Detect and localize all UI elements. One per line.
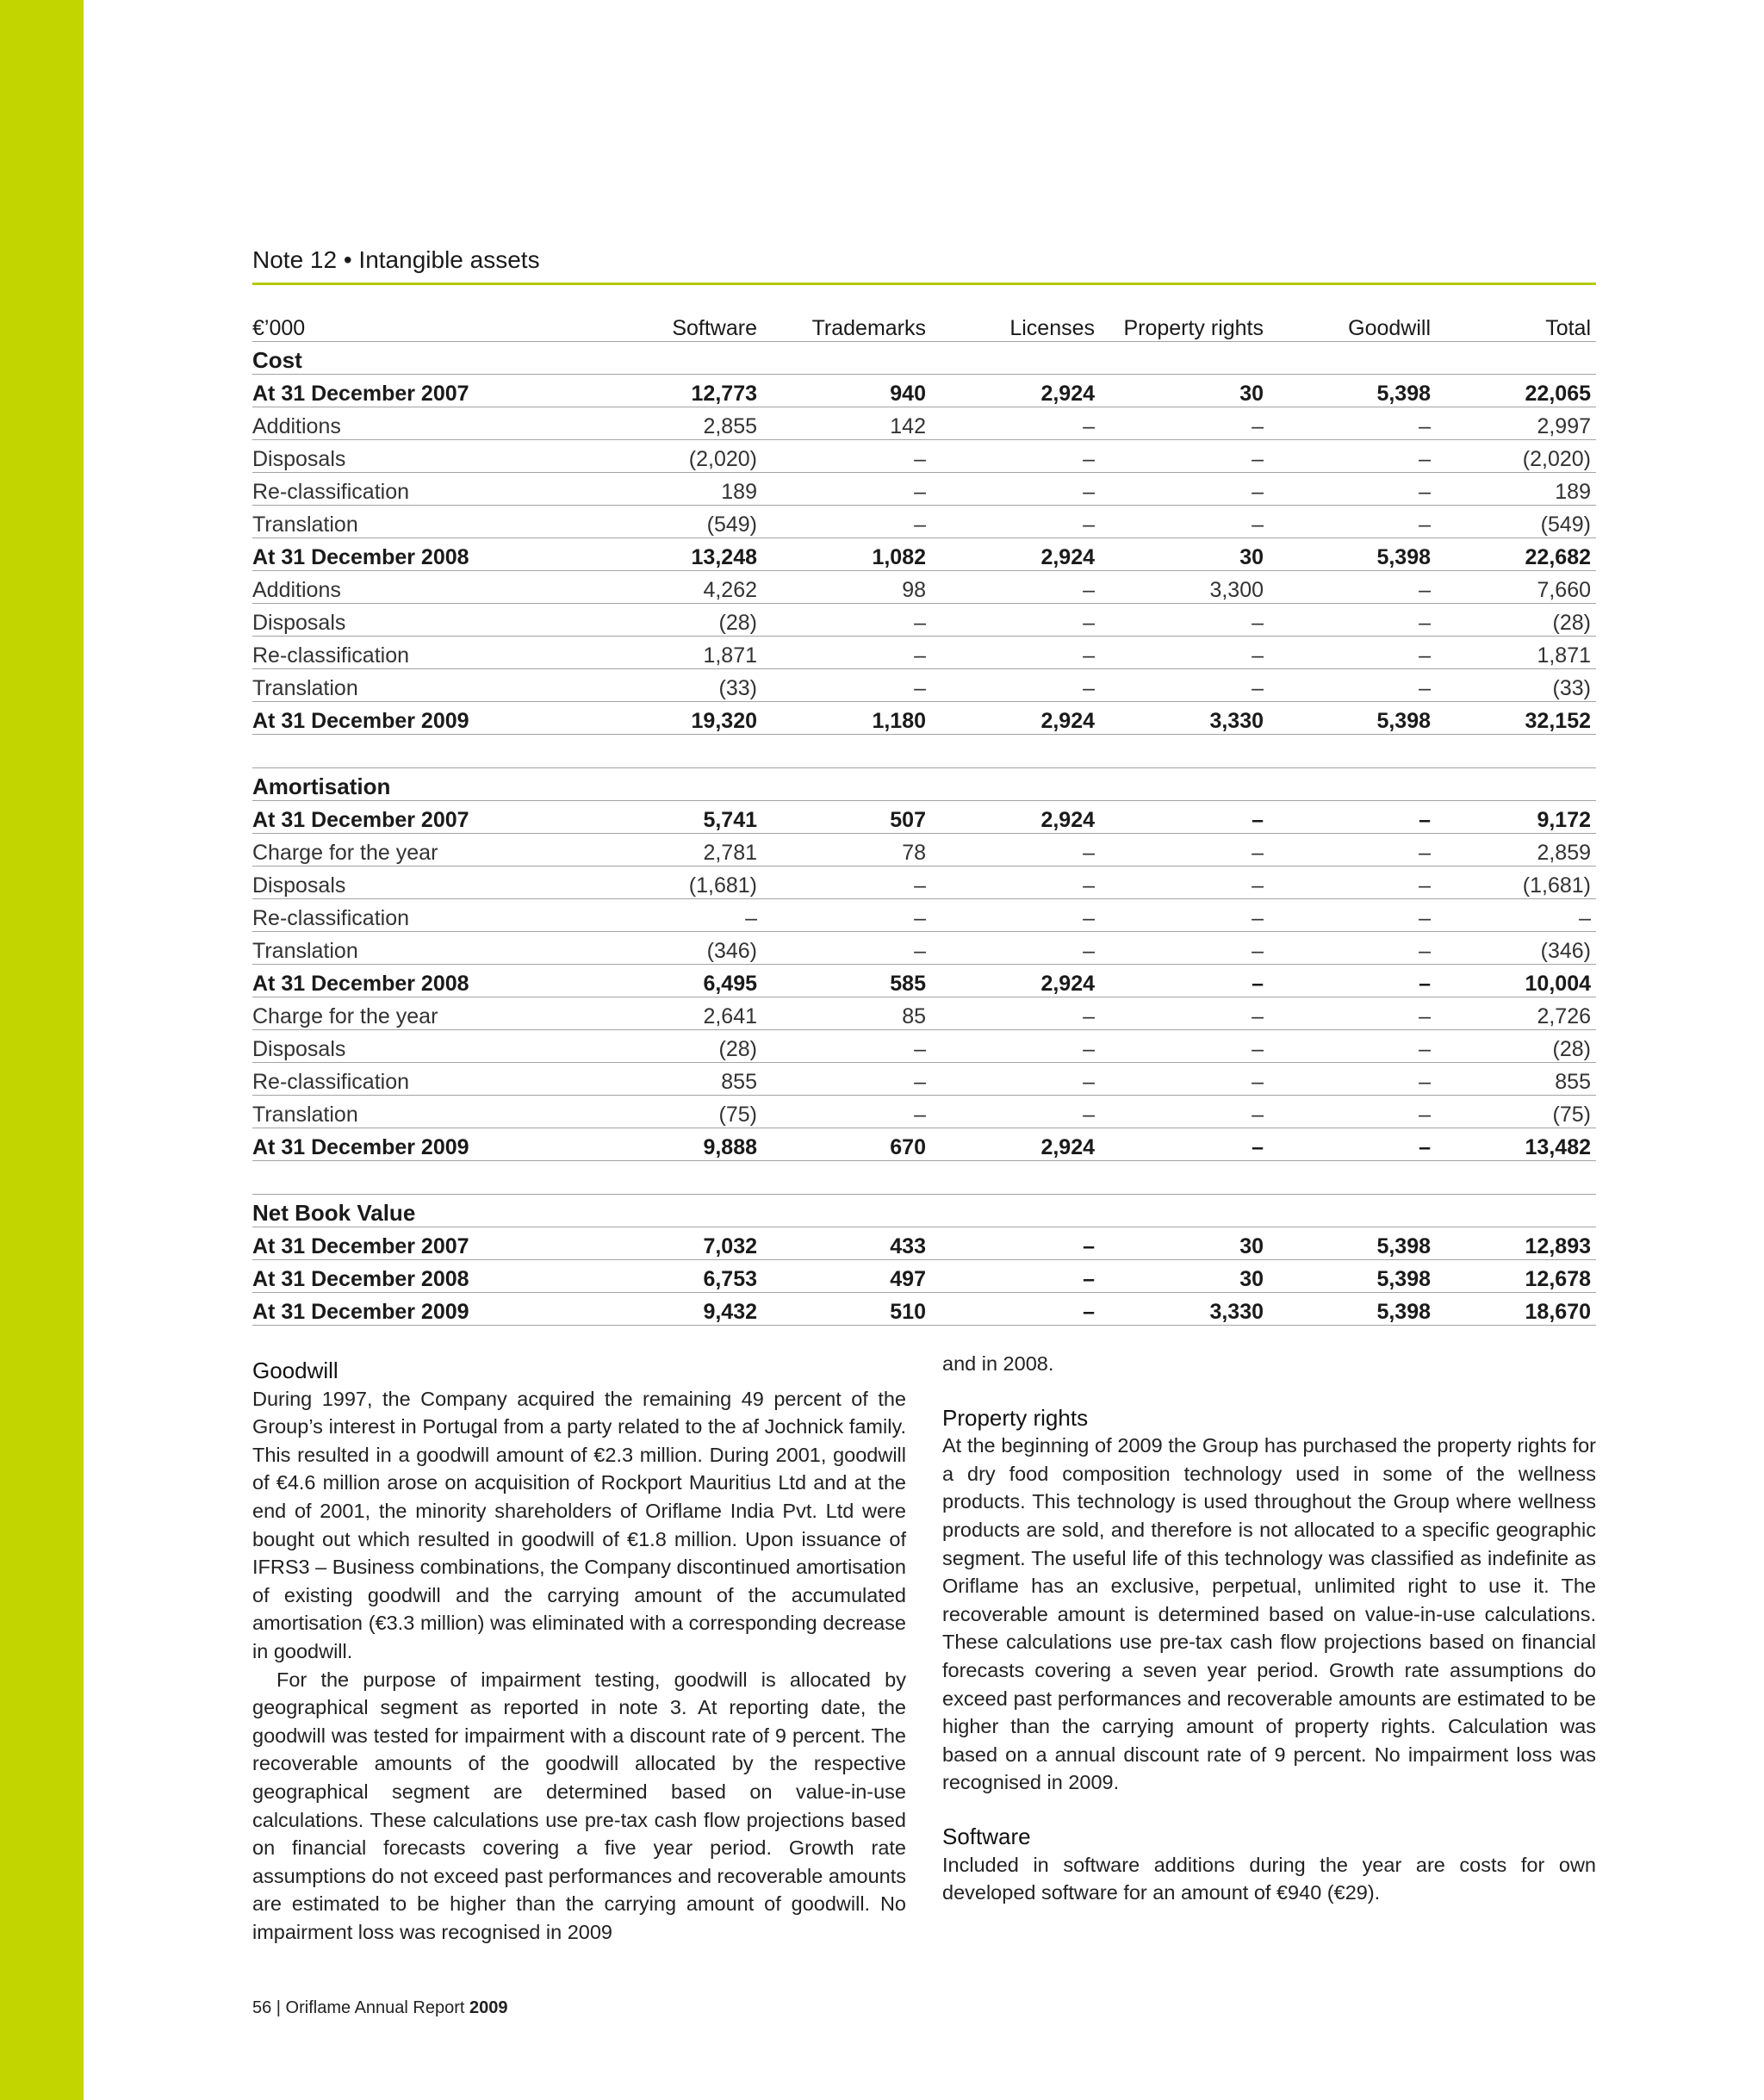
table-row	[252, 473, 1596, 506]
table-cell: 2,997	[1436, 407, 1596, 440]
table-header-cell: Software	[614, 309, 762, 342]
table-cell: –	[1100, 604, 1269, 637]
table-cell: 18,670	[1436, 1293, 1596, 1326]
table-cell: –	[1100, 407, 1269, 440]
table-cell: –	[1269, 1063, 1436, 1096]
table-cell: –	[1100, 440, 1269, 473]
table-cell: –	[1269, 473, 1436, 506]
table-cell: –	[1100, 965, 1269, 997]
table-header-cell: Licenses	[931, 309, 1100, 342]
table-cell: –	[931, 506, 1100, 538]
table-row	[252, 899, 1596, 932]
goodwill-paragraph-3: and in 2008.	[942, 1352, 1054, 1375]
table-cell: 2,855	[614, 407, 762, 440]
table-cell: (33)	[1436, 669, 1596, 702]
table-cell	[614, 342, 762, 375]
table-row-label: Amortisation	[252, 768, 614, 801]
table-cell: –	[1436, 899, 1596, 932]
table-cell: 13,482	[1436, 1128, 1596, 1161]
table-cell: 507	[762, 801, 931, 834]
table-cell: 5,398	[1269, 375, 1436, 407]
left-column	[252, 1357, 906, 1946]
table-row-label	[252, 1161, 614, 1195]
table-header-cell: Goodwill	[1269, 309, 1436, 342]
table-cell: –	[1100, 637, 1269, 669]
table-cell	[931, 342, 1100, 375]
table-cell: 7,032	[614, 1227, 762, 1260]
table-cell	[1436, 1161, 1596, 1195]
table-row	[252, 538, 1596, 571]
table-cell: –	[762, 669, 931, 702]
table-cell: 5,741	[614, 801, 762, 834]
table-cell: 3,330	[1100, 702, 1269, 735]
table-row	[252, 506, 1596, 538]
table-cell: 5,398	[1269, 1260, 1436, 1293]
table-cell: –	[1100, 932, 1269, 965]
table-cell: –	[1269, 440, 1436, 473]
table-row	[252, 997, 1596, 1030]
table-cell: 2,924	[931, 375, 1100, 407]
table-cell: 30	[1100, 375, 1269, 407]
table-cell: 5,398	[1269, 1293, 1436, 1326]
table-cell: 10,004	[1436, 965, 1596, 997]
table-row-label: At 31 December 2007	[252, 375, 614, 407]
table-cell: 510	[762, 1293, 931, 1326]
table-cell: –	[1269, 506, 1436, 538]
table-cell: –	[1100, 1128, 1269, 1161]
table-row-label: Disposals	[252, 604, 614, 637]
table-row	[252, 834, 1596, 867]
table-cell: –	[762, 867, 931, 899]
table-row-label: At 31 December 2008	[252, 1260, 614, 1293]
table-header-row	[252, 309, 1596, 342]
table-cell: 78	[762, 834, 931, 867]
table-cell: –	[931, 637, 1100, 669]
table-cell: 670	[762, 1128, 931, 1161]
table-row-label: At 31 December 2007	[252, 1227, 614, 1260]
table-cell: –	[762, 1030, 931, 1063]
table-row-label: Net Book Value	[252, 1195, 614, 1227]
table-cell: 2,726	[1436, 997, 1596, 1030]
table-cell: –	[1100, 997, 1269, 1030]
table-cell: (2,020)	[614, 440, 762, 473]
table-row	[252, 1128, 1596, 1161]
table-cell: 19,320	[614, 702, 762, 735]
table-cell: –	[1269, 997, 1436, 1030]
text-columns	[252, 1352, 1596, 1946]
table-cell: (75)	[614, 1096, 762, 1128]
table-row-label: Additions	[252, 571, 614, 604]
table-row	[252, 375, 1596, 407]
side-color-bar	[0, 0, 84, 2100]
table-cell	[1269, 735, 1436, 768]
table-cell: –	[1269, 1030, 1436, 1063]
table-cell: 2,641	[614, 997, 762, 1030]
table-cell: 9,888	[614, 1128, 762, 1161]
table-cell	[1100, 768, 1269, 801]
table-row	[252, 867, 1596, 899]
table-cell: –	[931, 407, 1100, 440]
table-cell: 98	[762, 571, 931, 604]
table-cell: –	[1269, 965, 1436, 997]
table-row	[252, 669, 1596, 702]
table-cell: –	[1269, 571, 1436, 604]
table-cell: 1,082	[762, 538, 931, 571]
table-row	[252, 1030, 1596, 1063]
table-cell: –	[1100, 801, 1269, 834]
table-cell: 1,180	[762, 702, 931, 735]
table-cell: (28)	[614, 1030, 762, 1063]
table-cell: (75)	[1436, 1096, 1596, 1128]
table-cell: –	[1100, 669, 1269, 702]
table-cell: –	[931, 571, 1100, 604]
table-row-label: At 31 December 2009	[252, 702, 614, 735]
table-cell: –	[931, 834, 1100, 867]
table-cell: –	[762, 473, 931, 506]
table-header-cell: Total	[1436, 309, 1596, 342]
table-cell: –	[762, 440, 931, 473]
table-row-label: Re-classification	[252, 899, 614, 932]
table-row-label: At 31 December 2009	[252, 1128, 614, 1161]
table-row-label: Charge for the year	[252, 834, 614, 867]
table-cell: –	[1269, 1128, 1436, 1161]
right-column	[942, 1352, 1596, 1946]
table-cell	[1100, 1161, 1269, 1195]
table-cell: –	[1269, 899, 1436, 932]
table-cell	[1436, 735, 1596, 768]
table-cell: 433	[762, 1227, 931, 1260]
table-row-label: Disposals	[252, 1030, 614, 1063]
table-row	[252, 702, 1596, 735]
table-cell: 4,262	[614, 571, 762, 604]
table-cell: –	[1269, 637, 1436, 669]
table-cell: 2,924	[931, 801, 1100, 834]
table-cell: 30	[1100, 1227, 1269, 1260]
table-cell: –	[1269, 834, 1436, 867]
table-cell	[931, 1161, 1100, 1195]
table-cell: 855	[614, 1063, 762, 1096]
table-cell: 6,495	[614, 965, 762, 997]
table-header-cell: Trademarks	[762, 309, 931, 342]
table-cell: –	[931, 932, 1100, 965]
table-cell: (33)	[614, 669, 762, 702]
table-cell: –	[762, 604, 931, 637]
table-cell	[1269, 1161, 1436, 1195]
table-row-label: Cost	[252, 342, 614, 375]
table-cell: –	[931, 1030, 1100, 1063]
table-cell: 2,924	[931, 1128, 1100, 1161]
table-cell	[931, 735, 1100, 768]
table-cell: (346)	[1436, 932, 1596, 965]
table-cell: 7,660	[1436, 571, 1596, 604]
table-cell: 5,398	[1269, 702, 1436, 735]
table-row-label: Additions	[252, 407, 614, 440]
table-cell: 497	[762, 1260, 931, 1293]
table-cell	[1436, 768, 1596, 801]
table-row	[252, 440, 1596, 473]
table-cell: (549)	[1436, 506, 1596, 538]
table-cell	[1100, 735, 1269, 768]
table-row	[252, 1260, 1596, 1293]
table-cell: –	[931, 1260, 1100, 1293]
table-row	[252, 637, 1596, 669]
property-rights-paragraph: At the beginning of 2009 the Group has purchased the property rights for a dry food composition technology used in some of the wellness products. This technology is used throughout the Group where wellness products are sold, and therefore is not allocated to a specific geographic segment. The useful life of this technology was classified as indefinite as Oriflame has an exclusive, perpetual, unlimited right to use it. The recoverable amount is determined based on value-in-use calculations. These calculations use pre-tax cash flow projections based on financial forecasts covering a seven year period. Growth rate assumptions do exceed past performances and recoverable amounts are estimated to be higher than the carrying amount of property rights. Calculation was based on a annual discount rate of 9 percent. No impairment loss was recognised in 2009.	[942, 1434, 1596, 1794]
table-cell: –	[1100, 1030, 1269, 1063]
table-cell: –	[1100, 899, 1269, 932]
table-cell: –	[931, 669, 1100, 702]
table-cell: –	[931, 473, 1100, 506]
table-row-label: At 31 December 2007	[252, 801, 614, 834]
table-cell	[1269, 1195, 1436, 1227]
table-cell	[1269, 342, 1436, 375]
table-cell: –	[931, 1063, 1100, 1096]
table-cell	[1269, 768, 1436, 801]
table-cell: 9,172	[1436, 801, 1596, 834]
table-cell: –	[762, 932, 931, 965]
table-cell: 13,248	[614, 538, 762, 571]
table-cell: –	[1100, 834, 1269, 867]
table-row	[252, 1063, 1596, 1096]
table-cell: (28)	[1436, 1030, 1596, 1063]
table-cell: 855	[1436, 1063, 1596, 1096]
software-paragraph: Included in software additions during the year are costs for own developed software for an amount of €940 (€29).	[942, 1853, 1596, 1904]
table-row-label: Charge for the year	[252, 997, 614, 1030]
footer-year: 2009	[469, 1998, 508, 2017]
table-cell: 2,924	[931, 965, 1100, 997]
table-cell: 22,682	[1436, 538, 1596, 571]
table-cell: –	[931, 1293, 1100, 1326]
table-cell	[1100, 342, 1269, 375]
table-cell	[614, 1161, 762, 1195]
table-cell: –	[1269, 407, 1436, 440]
table-spacer-row	[252, 735, 1596, 768]
table-cell: –	[931, 440, 1100, 473]
table-cell: 2,781	[614, 834, 762, 867]
table-cell: –	[1269, 867, 1436, 899]
table-cell: –	[931, 899, 1100, 932]
table-cell: –	[931, 867, 1100, 899]
table-row-label: Translation	[252, 1096, 614, 1128]
table-cell	[1100, 1195, 1269, 1227]
footer-page-text: 56 | Oriflame Annual Report	[252, 1998, 469, 2017]
table-cell: –	[762, 1096, 931, 1128]
table-cell	[762, 1161, 931, 1195]
table-row-label: At 31 December 2008	[252, 538, 614, 571]
table-section-row	[252, 768, 1596, 801]
table-cell: 3,300	[1100, 571, 1269, 604]
intangible-assets-table	[252, 309, 1596, 1326]
table-cell: 30	[1100, 1260, 1269, 1293]
table-cell: –	[931, 604, 1100, 637]
table-cell	[762, 342, 931, 375]
table-row-label: At 31 December 2008	[252, 965, 614, 997]
table-cell: 85	[762, 997, 931, 1030]
table-row	[252, 1227, 1596, 1260]
table-cell: 2,924	[931, 538, 1100, 571]
table-cell	[762, 768, 931, 801]
table-cell: 12,678	[1436, 1260, 1596, 1293]
table-cell: –	[931, 1096, 1100, 1128]
table-cell: 5,398	[1269, 538, 1436, 571]
table-cell: –	[1269, 801, 1436, 834]
table-cell	[614, 768, 762, 801]
table-cell: 189	[614, 473, 762, 506]
table-cell: (28)	[614, 604, 762, 637]
table-cell: 3,330	[1100, 1293, 1269, 1326]
table-spacer-row	[252, 1161, 1596, 1195]
table-row	[252, 407, 1596, 440]
table-cell: 12,893	[1436, 1227, 1596, 1260]
table-cell: 32,152	[1436, 702, 1596, 735]
table-cell: 12,773	[614, 375, 762, 407]
table-cell	[1436, 1195, 1596, 1227]
table-cell: (1,681)	[614, 867, 762, 899]
table-section-row	[252, 1195, 1596, 1227]
table-cell: (28)	[1436, 604, 1596, 637]
table-row-label: Re-classification	[252, 1063, 614, 1096]
table-row-label: Re-classification	[252, 637, 614, 669]
table-cell: –	[1100, 506, 1269, 538]
table-cell: 6,753	[614, 1260, 762, 1293]
table-row-label: Translation	[252, 932, 614, 965]
table-cell	[1436, 342, 1596, 375]
table-cell	[931, 1195, 1100, 1227]
table-cell: 1,871	[1436, 637, 1596, 669]
table-row-label	[252, 735, 614, 768]
table-cell: –	[762, 1063, 931, 1096]
table-cell: 142	[762, 407, 931, 440]
table-cell: –	[1269, 932, 1436, 965]
table-row-label: Disposals	[252, 440, 614, 473]
table-cell: –	[1269, 1096, 1436, 1128]
table-row	[252, 965, 1596, 997]
table-cell: (346)	[614, 932, 762, 965]
table-cell	[614, 735, 762, 768]
table-header-unit: €’000	[252, 309, 614, 342]
table-row	[252, 801, 1596, 834]
table-cell: 5,398	[1269, 1227, 1436, 1260]
table-cell: –	[1269, 604, 1436, 637]
table-row-label: Re-classification	[252, 473, 614, 506]
software-heading: Software	[942, 1823, 1031, 1849]
goodwill-heading: Goodwill	[252, 1358, 339, 1383]
table-cell: –	[1100, 473, 1269, 506]
table-row-label: At 31 December 2009	[252, 1293, 614, 1326]
table-cell: –	[762, 637, 931, 669]
table-cell: 2,859	[1436, 834, 1596, 867]
goodwill-paragraph-1: During 1997, the Company acquired the remaining 49 percent of the Group’s interest in Portugal from a party related to the af Jochnick family. This resulted in a goodwill amount of €2.3 million. During 2001, goodwill of €4.6 million arose on acquisition of Rockport Mauritius Ltd and at the end of 2001, the minority shareholders of Oriflame India Pvt. Ltd were bought out which resulted in goodwill of €1.8 million. Upon issuance of IFRS3 – Business combinations, the Company discontinued amortisation of existing goodwill and the carrying amount of the accumulated amortisation (€3.3 million) was eliminated with a corresponding decrease in goodwill.	[252, 1387, 906, 1662]
table-row	[252, 1096, 1596, 1128]
table-cell: –	[1100, 867, 1269, 899]
table-cell: –	[614, 899, 762, 932]
table-cell: 940	[762, 375, 931, 407]
table-cell: –	[762, 506, 931, 538]
table-cell: –	[1100, 1096, 1269, 1128]
table-cell: (1,681)	[1436, 867, 1596, 899]
page-footer	[252, 1998, 508, 2018]
page-content	[252, 246, 1596, 1326]
table-row	[252, 932, 1596, 965]
table-cell: 2,924	[931, 702, 1100, 735]
table-cell	[614, 1195, 762, 1227]
table-row-label: Disposals	[252, 867, 614, 899]
table-section-row	[252, 342, 1596, 375]
table-cell: –	[931, 997, 1100, 1030]
table-cell: 9,432	[614, 1293, 762, 1326]
table-cell: (549)	[614, 506, 762, 538]
table-cell	[762, 735, 931, 768]
table-cell: 1,871	[614, 637, 762, 669]
table-row-label: Translation	[252, 669, 614, 702]
table-cell: 30	[1100, 538, 1269, 571]
table-cell: 189	[1436, 473, 1596, 506]
table-cell: –	[931, 1227, 1100, 1260]
table-row	[252, 604, 1596, 637]
table-cell: –	[1100, 1063, 1269, 1096]
table-row-label: Translation	[252, 506, 614, 538]
goodwill-paragraph-2: For the purpose of impairment testing, goodwill is allocated by geographical segment as reported in note 3. At reporting date, the goodwill was tested for impairment with a discount rate of 9 percent. The recoverable amounts of the goodwill allocated by the respective geographical segment are determined based on value-in-use calculations. These calculations use pre-tax cash flow projections based on financial forecasts covering a five year period. Growth rate assumptions do not exceed past performances and recoverable amounts are estimated to be higher than the carrying amount of goodwill. No impairment loss was recognised in 2009	[252, 1668, 906, 1943]
table-row	[252, 571, 1596, 604]
note-title: Note 12 • Intangible assets	[252, 246, 1596, 285]
table-cell: 585	[762, 965, 931, 997]
table-cell: (2,020)	[1436, 440, 1596, 473]
table-cell: 22,065	[1436, 375, 1596, 407]
table-cell: –	[1269, 669, 1436, 702]
table-header-cell: Property rights	[1100, 309, 1269, 342]
table-cell	[931, 768, 1100, 801]
table-cell: –	[762, 899, 931, 932]
table-row	[252, 1293, 1596, 1326]
table-cell	[762, 1195, 931, 1227]
property-rights-heading: Property rights	[942, 1404, 1089, 1431]
